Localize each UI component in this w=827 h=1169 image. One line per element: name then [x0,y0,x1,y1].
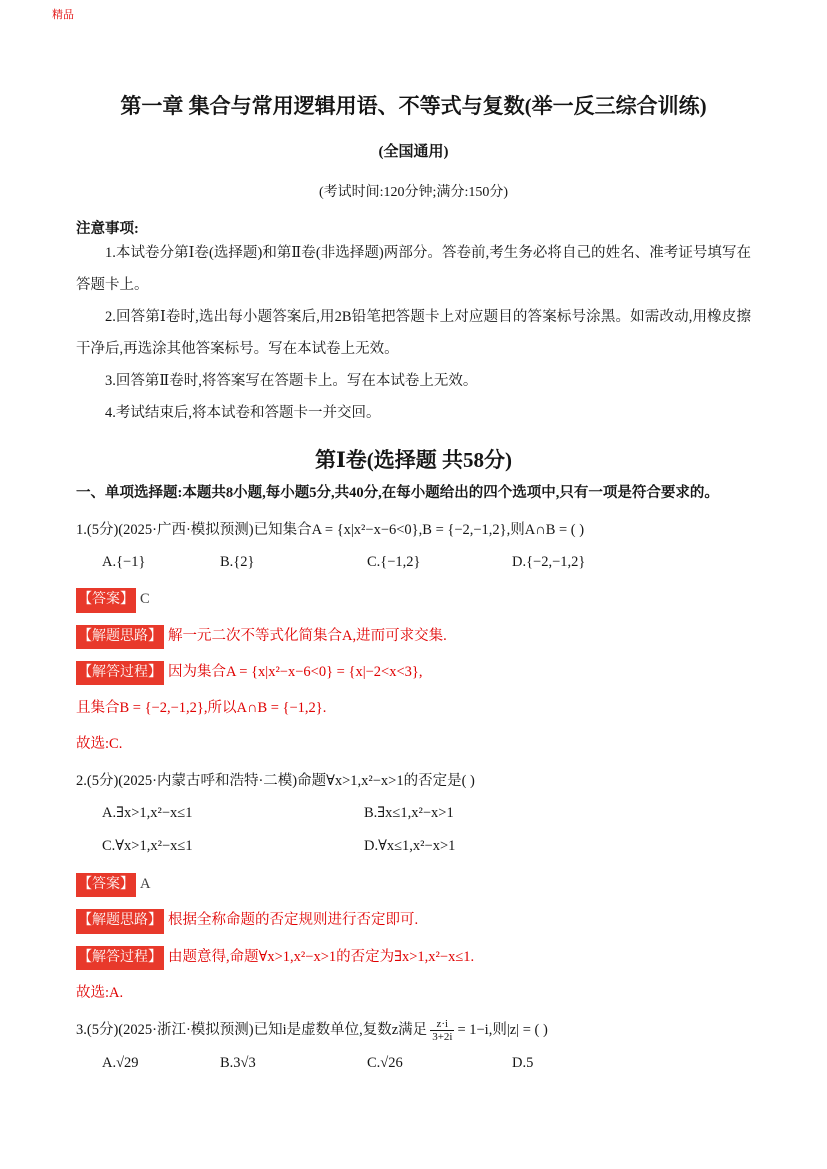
idea-label: 【解题思路】 [76,625,164,649]
process-text: 由题意得,命题∀x>1,x²−x>1的否定为∃x>1,x²−x≤1. [168,948,475,965]
question-2-option-c: C.∀x>1,x²−x≤1 [102,838,193,855]
question-2-idea-line [76,909,751,933]
question-3 [76,1017,751,1077]
question-1-option-c: C.{−1,2} [367,553,421,570]
note-item-2: 2.回答第Ⅰ卷时,选出每小题答案后,用2B铅笔把答题卡上对应题目的答案标号涂黑。如需改动,用橡皮擦干净后,再选涂其他答案标号。写在本试卷上无效。 [76,309,751,358]
question-3-option-b: B.3√3 [220,1054,256,1071]
question-3-stem-after: = 1−i,则|z| = ( ) [457,1022,548,1039]
question-1 [76,517,751,756]
question-1-conclusion: 故选:C. [76,735,123,752]
section-intro: 一、单项选择题:本题共8小题,每小题5分,共40分,在每小题给出的四个选项中,只有一项是符合要求的。 [76,484,719,501]
notes-heading: 注意事项: [76,221,139,238]
question-2-option-a: A.∃x>1,x²−x≤1 [102,804,193,821]
answer-label: 【答案】 [76,873,136,897]
corner-mark: 精品 [52,9,74,21]
question-1-option-b: B.{2} [220,553,255,570]
question-3-options [76,1050,751,1078]
question-2-stem: 2.(5分)(2025·内蒙古呼和浩特·二模)命题∀x>1,x²−x>1的否定是( ) [76,772,475,789]
fraction-denominator: 3+2i [432,1031,453,1044]
question-2-answer-line [76,873,751,897]
question-2-option-d: D.∀x≤1,x²−x>1 [364,838,456,855]
question-1-answer-line [76,588,751,612]
question-1-process-line-1 [76,661,751,685]
question-2-conclusion: 故选:A. [76,985,124,1002]
question-1-options [76,549,751,577]
answer-value: A [140,875,151,892]
process-label: 【解答过程】 [76,946,164,970]
process-label: 【解答过程】 [76,661,164,685]
question-1-process-line-2: 且集合B = {−2,−1,2},所以A∩B = {−1,2}. [76,700,327,717]
question-2-option-b: B.∃x≤1,x²−x>1 [364,804,454,821]
note-item-3: 3.回答第Ⅱ卷时,将答案写在答题卡上。写在本试卷上无效。 [105,372,478,389]
question-1-option-d: D.{−2,−1,2} [512,553,586,570]
question-3-stem [76,1017,751,1044]
answer-label: 【答案】 [76,588,136,612]
question-2-process-line-1 [76,946,751,970]
question-1-idea-line [76,625,751,649]
question-3-option-c: C.√26 [367,1054,403,1071]
question-2-options [76,800,751,861]
answer-value: C [140,591,150,608]
idea-label: 【解题思路】 [76,909,164,933]
question-3-option-a: A.√29 [102,1054,139,1071]
idea-text: 解一元二次不等式化简集合A,进而可求交集. [168,627,447,644]
document-title: 第一章 集合与常用逻辑用语、不等式与复数(举一反三综合训练) [120,94,707,118]
process-text: 因为集合A = {x|x²−x−6<0} = {x|−2<x<3}, [168,663,423,680]
note-item-1: 1.本试卷分第Ⅰ卷(选择题)和第Ⅱ卷(非选择题)两部分。答卷前,考生务必将自己的姓名、准考证号填写在答题卡上。 [76,245,751,294]
fraction [430,1018,454,1044]
fraction-numerator: z·i [430,1018,454,1032]
question-1-stem: 1.(5分)(2025·广西·模拟预测)已知集合A = {x|x²−x−6<0},B = {−2,−1,2},则A∩B = ( ) [76,521,585,538]
question-3-option-d: D.5 [512,1054,534,1071]
idea-text: 根据全称命题的否定规则进行否定即可. [168,912,419,929]
note-item-4: 4.考试结束后,将本试卷和答题卡一并交回。 [105,404,381,421]
exam-time-score-info: (考试时间:120分钟;满分:150分) [319,185,508,201]
section-heading: 第Ⅰ卷(选择题 共58分) [314,447,513,472]
document-subtitle: (全国通用) [378,144,449,161]
question-1-option-a: A.{−1} [102,553,146,570]
question-3-stem-before: 3.(5分)(2025·浙江·模拟预测)已知i是虚数单位,复数z满足 [76,1022,428,1039]
question-2 [76,768,751,1006]
